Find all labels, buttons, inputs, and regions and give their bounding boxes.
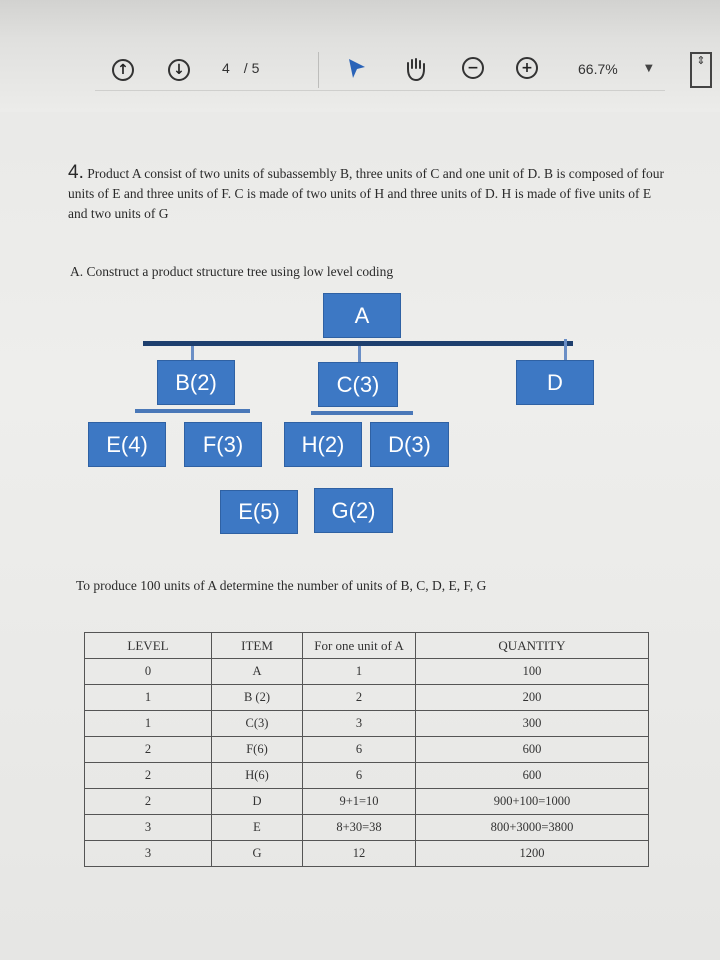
cell-per-unit: 2 [303,685,416,711]
node-d: D [516,360,594,405]
cell-item: C(3) [212,711,303,737]
cell-quantity: 200 [416,685,649,711]
header-quantity: QUANTITY [416,633,649,659]
quantity-table [84,632,649,867]
table-row [85,789,649,815]
stub-c [358,346,361,362]
zoom-in-icon[interactable]: + [516,57,538,79]
cell-level: 2 [85,737,212,763]
select-arrow-icon[interactable] [346,57,368,81]
hand-pan-icon[interactable] [402,55,430,83]
cell-per-unit: 9+1=10 [303,789,416,815]
page-down-icon[interactable]: ↓ [168,59,190,81]
cell-level: 0 [85,659,212,685]
cell-per-unit: 8+30=38 [303,815,416,841]
toolbar-underline [95,90,665,91]
toolbar-divider [318,52,319,88]
node-e4: E(4) [88,422,166,467]
zoom-out-icon[interactable]: − [462,57,484,79]
cell-per-unit: 6 [303,763,416,789]
current-page-input[interactable]: 4 [222,60,230,76]
node-f3: F(3) [184,422,262,467]
cell-per-unit: 3 [303,711,416,737]
table-row [85,815,649,841]
cell-quantity: 100 [416,659,649,685]
header-level: LEVEL [85,633,212,659]
cell-level: 2 [85,763,212,789]
cell-per-unit: 12 [303,841,416,867]
table-row [85,685,649,711]
header-per-unit: For one unit of A [303,633,416,659]
part-a-heading: A. Construct a product structure tree using low level coding [70,264,394,279]
question-text [68,163,668,224]
node-d3: D(3) [370,422,449,467]
cell-item: E [212,815,303,841]
cell-quantity: 1200 [416,841,649,867]
cell-level: 1 [85,685,212,711]
node-e5: E(5) [220,490,298,534]
cell-item: B (2) [212,685,303,711]
node-g2: G(2) [314,488,393,533]
table-row [85,841,649,867]
node-h2: H(2) [284,422,362,467]
zoom-dropdown-icon[interactable]: ▼ [645,63,653,74]
page-indicator[interactable] [222,60,259,76]
cell-item: G [212,841,303,867]
cell-item: F(6) [212,737,303,763]
cell-per-unit: 6 [303,737,416,763]
cell-level: 3 [85,815,212,841]
zoom-level[interactable]: 66.7% [578,61,618,77]
node-a: A [323,293,401,338]
pdf-toolbar [0,0,720,112]
cell-level: 3 [85,841,212,867]
header-item: ITEM [212,633,303,659]
table-row [85,659,649,685]
fit-page-icon[interactable]: ⇕ [690,52,712,88]
table-row [85,711,649,737]
table-row [85,737,649,763]
table-header-row [85,633,649,659]
cell-quantity: 600 [416,737,649,763]
cell-quantity: 600 [416,763,649,789]
cell-item: D [212,789,303,815]
node-c: C(3) [318,362,398,407]
question-body: Product A consist of two units of subassembly B, three units of C and one unit of D. B is composed of four units of E and three units of F. C is made of two units of H and three units of D. H is made of five units of E and two units of G [68,166,664,221]
cell-level: 1 [85,711,212,737]
cell-item: H(6) [212,763,303,789]
page-total: / 5 [243,60,260,76]
cell-per-unit: 1 [303,659,416,685]
page-up-icon[interactable]: ↑ [112,59,134,81]
cell-quantity: 800+3000=3800 [416,815,649,841]
node-b: B(2) [157,360,235,405]
b-children-connector [135,409,250,413]
question-number: 4. [68,162,84,183]
cell-quantity: 300 [416,711,649,737]
table-row [85,763,649,789]
task-prompt: To produce 100 units of A determine the number of units of B, C, D, E, F, G [76,578,487,593]
stub-d [564,339,567,361]
c-children-connector [311,411,413,415]
cell-level: 2 [85,789,212,815]
cell-item: A [212,659,303,685]
cell-quantity: 900+100=1000 [416,789,649,815]
